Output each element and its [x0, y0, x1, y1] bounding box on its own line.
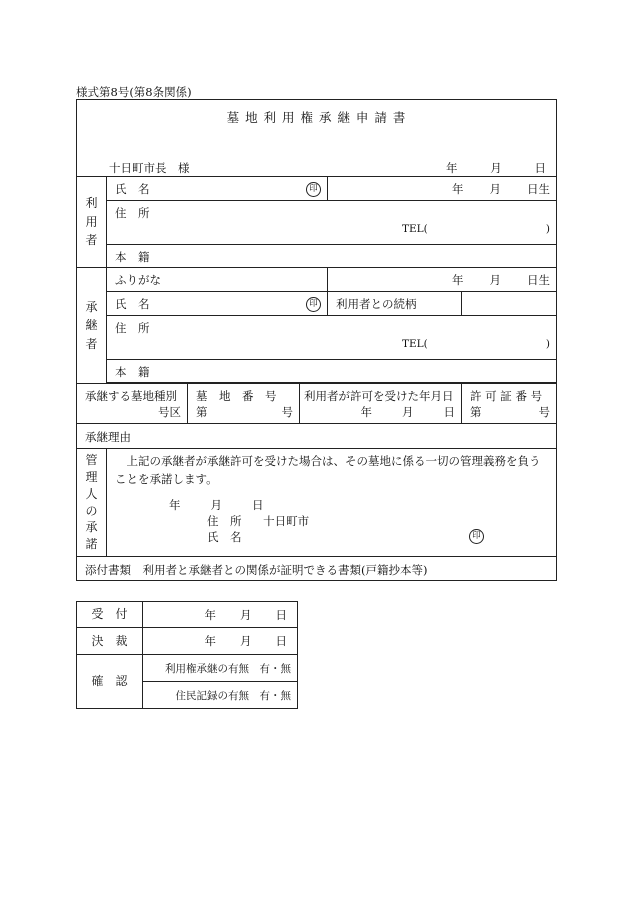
- user-section-label: 利 用 者: [77, 177, 107, 268]
- successor-honseki-label: 本 籍: [115, 365, 150, 379]
- successor-section-label: 承 継 者: [77, 268, 107, 384]
- manager-name-field[interactable]: [207, 529, 550, 545]
- manager-consent-field[interactable]: [107, 449, 557, 557]
- form-title: 墓 地 利 用 権 承 継 申 請 書: [226, 110, 407, 125]
- decided-label: 決 裁: [77, 628, 143, 655]
- user-address-field[interactable]: [107, 201, 557, 245]
- form-reference: 様式第8号(第8条関係): [76, 85, 192, 99]
- successor-honseki-field[interactable]: [107, 360, 557, 383]
- permit-date-label: 利用者が許可を受けた年月日: [304, 389, 454, 403]
- addressee: 十日町市長 様: [109, 161, 190, 175]
- grave-number-field[interactable]: 墓 地 番 号 第 号: [188, 384, 300, 424]
- user-name-field[interactable]: [107, 177, 328, 201]
- successor-furigana-label: ふりがな: [115, 273, 161, 287]
- grave-number-label: 墓 地 番 号: [196, 389, 277, 403]
- user-name-label: 氏 名: [115, 182, 150, 196]
- user-honseki-field[interactable]: [107, 245, 557, 268]
- confirm-succession-check[interactable]: 利用権承継の有無 有・無: [143, 655, 298, 682]
- manager-consent-label: 管 理 人 の 承 諾: [77, 449, 107, 557]
- succession-reason-field[interactable]: [77, 424, 557, 449]
- confirm-residence-check[interactable]: 住民記録の有無 有・無: [143, 682, 298, 709]
- seal-stamp-icon: 印: [306, 182, 321, 197]
- successor-name-label: 氏 名: [115, 297, 150, 311]
- received-date-field[interactable]: 年 月 日: [143, 602, 298, 628]
- permit-date-field[interactable]: 利用者が許可を受けた年月日 年 月 日: [300, 384, 462, 424]
- user-honseki-label: 本 籍: [115, 250, 150, 264]
- attachments-note: 添付書類 利用者と承継者との関係が証明できる書類(戸籍抄本等): [77, 557, 557, 581]
- successor-address-label: 住 所: [115, 321, 150, 335]
- manager-consent-text: 上記の承継者が承継許可を受けた場合は、その墓地に係る一切の管理義務を負うことを承諾します。: [115, 454, 541, 486]
- user-address-label: 住 所: [115, 206, 150, 220]
- confirm-label: 確 認: [77, 655, 143, 709]
- succession-reason-label: 承継理由: [85, 430, 131, 444]
- successor-birthdate-field[interactable]: 年 月 日生: [328, 268, 557, 292]
- user-birthdate-field[interactable]: 年 月 日生: [328, 177, 557, 201]
- user-tel-field[interactable]: TEL( ): [402, 223, 550, 235]
- successor-relation-field[interactable]: [462, 292, 557, 316]
- manager-name-label: 氏 名: [207, 529, 242, 544]
- manager-address-field[interactable]: [207, 513, 550, 529]
- certificate-number-label: 許 可 証 番 号: [470, 389, 543, 403]
- successor-name-field[interactable]: [107, 292, 328, 316]
- seal-stamp-icon: 印: [469, 529, 484, 544]
- successor-furigana-field[interactable]: [107, 268, 328, 292]
- successor-address-field[interactable]: [107, 316, 557, 360]
- office-use-table: [76, 601, 298, 709]
- successor-relation-label: 利用者との続柄: [328, 292, 462, 316]
- seal-stamp-icon: 印: [306, 297, 321, 312]
- grave-type-field[interactable]: 承継する墓地種別 号区: [77, 384, 188, 424]
- received-label: 受 付: [77, 602, 143, 628]
- application-date[interactable]: 年 月 日: [446, 161, 546, 175]
- manager-address-label: 住 所: [207, 513, 242, 528]
- certificate-number-field[interactable]: 許 可 証 番 号 第 号: [462, 384, 557, 424]
- manager-address-value: 十日町市: [263, 513, 310, 528]
- manager-consent-date[interactable]: 年 月 日: [169, 497, 264, 512]
- decided-date-field[interactable]: 年 月 日: [143, 628, 298, 655]
- successor-tel-field[interactable]: TEL( ): [402, 338, 550, 350]
- grave-type-label: 承継する墓地種別: [85, 389, 177, 403]
- application-form-table: [76, 99, 557, 581]
- form-header: [77, 100, 557, 177]
